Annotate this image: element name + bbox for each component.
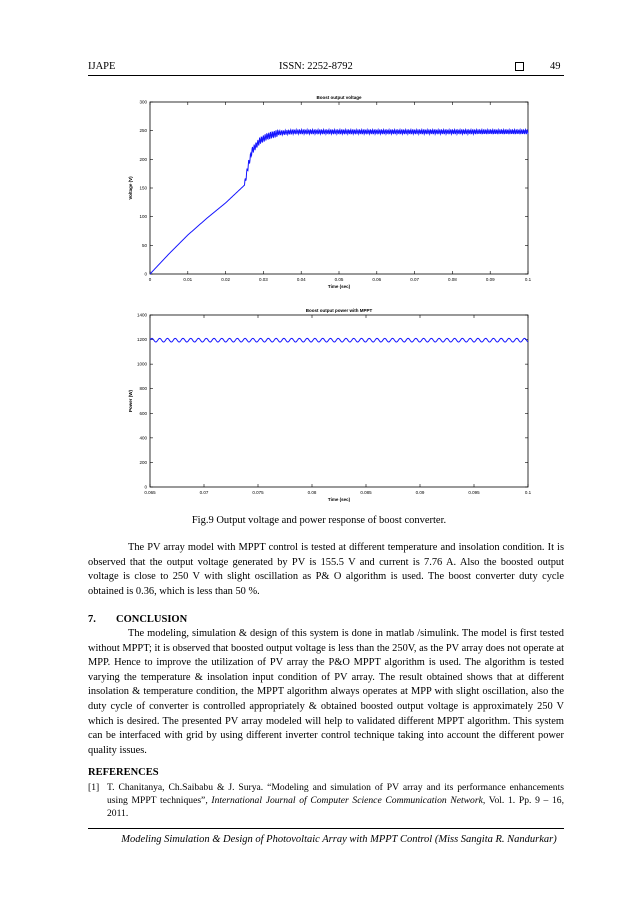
x-tick-label: 0.06 <box>372 277 382 282</box>
y-axis-label: Power (W) <box>128 390 133 412</box>
x-tick-label: 0.1 <box>524 490 532 495</box>
y-tick-label: 200 <box>139 459 147 465</box>
power-chart <box>120 303 540 503</box>
x-tick-label: 0.04 <box>296 277 306 282</box>
x-tick-label: 0 <box>148 277 152 282</box>
y-tick-label: 800 <box>139 386 147 392</box>
y-tick-label: 100 <box>139 214 147 220</box>
y-tick-label: 0 <box>144 484 147 490</box>
y-tick-label: 200 <box>139 156 147 162</box>
x-tick-label: 0.065 <box>144 490 156 495</box>
checkbox-square-icon <box>515 62 524 71</box>
plot-frame <box>150 315 528 487</box>
x-tick-label: 0.03 <box>259 277 268 282</box>
y-tick-label: 600 <box>139 410 147 416</box>
footer-text: Modeling Simulation & Design of Photovoltaic Array with MPPT Control (Miss Sangita R. Nandurkar) <box>121 834 557 845</box>
references-heading: REFERENCES <box>88 767 159 778</box>
page-number: 49 <box>550 61 561 72</box>
x-tick-label: 0.07 <box>410 277 419 282</box>
plot-frame <box>150 102 528 274</box>
y-tick-label: 300 <box>139 99 147 105</box>
reference-details: , Vol. 1. Pp. 9 – 16, 2011. <box>107 795 565 819</box>
y-tick-label: 50 <box>141 242 147 248</box>
reference-number: [1] <box>88 782 100 793</box>
x-axis-label: Time (sec) <box>327 497 351 502</box>
conclusion-text: The modeling, simulation & design of this system is done in matlab /simulink. The model is first tested without MPPT; it is observed that boosted output voltage is less than the 250V, as the PV array does not operate at MPP. Hence to improve the utilization of PV array the P&O MPPT algorithm is used. The algorithm is tested varying the temperature & insolation input condition of PV array. The result obtained shows that at different insolation & temperature condition, the MPPT algorithm always operates at MPP with slight oscillation, also the duty cycle of converter is controlled appropriately & obtained boosted output voltage is approximately 250 V which is desired. The presented PV array modeled will help to validated different MPPT algorithm. This system can be interfaced with grid by using different inverter control technique taking into account the different power quality issues. <box>88 628 564 756</box>
journal-name: IJAPE <box>88 61 116 72</box>
body-paragraph: The PV array model with MPPT control is tested at different temperature and insolation condition. It is observed that the output voltage generated by PV is 155.5 V and current is 7.76 A. Also the boosted output voltage is close to 250 V with slight oscillation as P& O algorithm is used. The boost converter duty cycle obtained is 0.36, which is less than 50 %. <box>88 542 564 597</box>
y-tick-label: 0 <box>144 271 147 277</box>
y-tick-label: 250 <box>139 128 147 134</box>
x-axis-label: Time (sec) <box>327 284 351 289</box>
y-tick-label: 1400 <box>136 312 147 318</box>
x-tick-label: 0.095 <box>468 490 480 495</box>
y-tick-label: 150 <box>139 185 147 191</box>
issn: ISSN: 2252-8792 <box>279 61 353 72</box>
figure-caption: Fig.9 Output voltage and power response of boost converter. <box>191 515 447 526</box>
reference-journal: International Journal of Computer Science Communication Network <box>211 795 483 806</box>
x-tick-label: 0.02 <box>221 277 230 282</box>
x-tick-label: 0.07 <box>199 490 209 495</box>
section-number: 7. <box>88 614 96 625</box>
x-tick-label: 0.01 <box>183 277 193 282</box>
chart-title: Boost output power with MPPT <box>305 308 373 313</box>
x-tick-label: 0.08 <box>307 490 317 495</box>
chart-title: Boost output voltage <box>316 95 362 100</box>
reference-text: T. Chanitanya, Ch.Saibabu & J. Surya. “Modeling and simulation of PV array and its performance enhancements using MPPT techniques”, <box>107 782 564 806</box>
reference-item <box>88 781 564 820</box>
x-tick-label: 0.075 <box>252 490 264 495</box>
header-rule <box>88 75 564 76</box>
x-tick-label: 0.08 <box>448 277 457 282</box>
footer-rule <box>88 828 564 829</box>
x-tick-label: 0.085 <box>360 490 372 495</box>
x-tick-label: 0.05 <box>334 277 344 282</box>
y-tick-label: 1000 <box>136 361 147 367</box>
x-tick-label: 0.1 <box>524 277 532 282</box>
section-title: CONCLUSION <box>116 614 188 625</box>
y-axis-label: Voltage (V) <box>128 176 133 200</box>
y-tick-label: 400 <box>139 435 147 441</box>
x-tick-label: 0.09 <box>415 490 425 495</box>
y-tick-label: 1200 <box>136 337 147 343</box>
x-tick-label: 0.09 <box>485 277 495 282</box>
voltage-chart <box>120 90 540 290</box>
